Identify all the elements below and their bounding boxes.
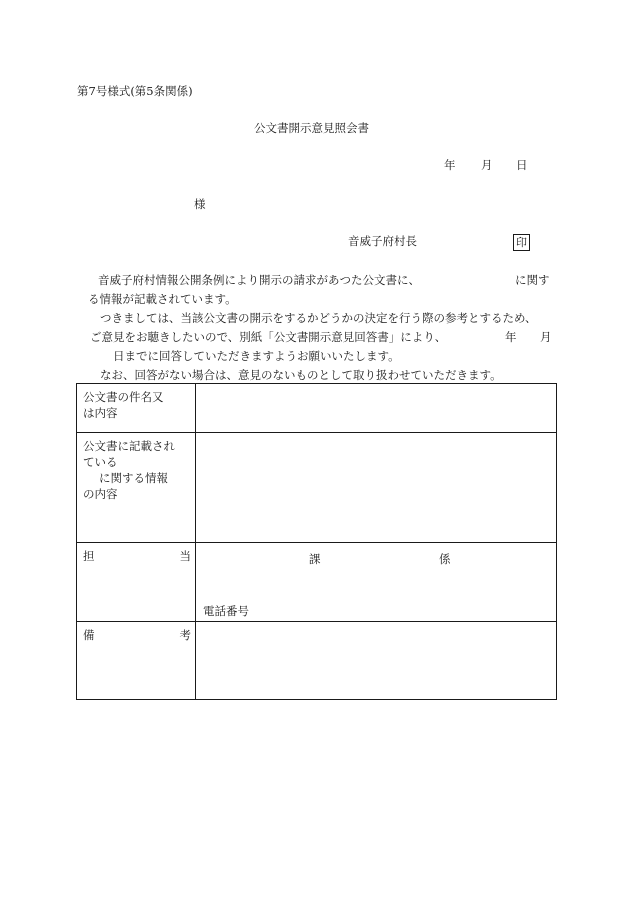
label-document-name xyxy=(77,384,196,433)
body-paragraph-2-middle: ご意見をお聴きしたいので、別紙「公文書開示意見回答書」により、 xyxy=(90,330,447,344)
phone-number-label: 電話番号 xyxy=(203,604,249,618)
body-paragraph-2-month: 月 xyxy=(540,330,552,344)
form-number: 第7号様式(第5条関係) xyxy=(77,84,193,98)
label-related-info-line-2: ている xyxy=(83,455,118,469)
table-row-person-in-charge xyxy=(77,543,557,622)
body-paragraph-3: なお、回答がない場合は、意見のないものとして取り扱わせていただきます。 xyxy=(100,368,502,382)
field-remarks[interactable] xyxy=(196,622,557,700)
body-paragraph-1-suffix: に関す xyxy=(515,273,550,287)
label-related-info-line-3: に関する情報 xyxy=(99,471,168,485)
label-remarks-left: 備 xyxy=(83,628,95,642)
date-day-label: 日 xyxy=(516,158,528,172)
body-paragraph-1-start: 音威子府村情報公開条例により開示の請求があつた公文書に、 xyxy=(98,273,420,287)
label-remarks-right: 考 xyxy=(179,628,191,642)
field-document-name[interactable] xyxy=(196,384,557,433)
body-paragraph-2-end: 日までに回答していただきますようお願いいたします。 xyxy=(113,349,400,363)
field-related-info[interactable] xyxy=(196,433,557,543)
table-row-remarks xyxy=(77,622,557,700)
seal-mark: 印 xyxy=(513,234,530,251)
section-label: 係 xyxy=(439,552,451,566)
division-label: 課 xyxy=(309,552,321,566)
date-year-label: 年 xyxy=(444,158,456,172)
label-related-info xyxy=(77,433,196,543)
document-title: 公文書開示意見照会書 xyxy=(254,121,369,135)
body-paragraph-2-year: 年 xyxy=(505,330,517,344)
body-paragraph-1-end: る情報が記載されています。 xyxy=(88,292,237,306)
table-row-document-name xyxy=(77,384,557,433)
table-row-related-info xyxy=(77,433,557,543)
label-related-info-line-4: の内容 xyxy=(83,487,118,501)
body-paragraph-2-start: つきましては、当該公文書の開示をするかどうかの決定を行う際の参考とするため、 xyxy=(100,311,537,325)
field-person-in-charge[interactable] xyxy=(196,543,557,622)
label-person-in-charge-right: 当 xyxy=(179,549,191,563)
label-remarks xyxy=(77,622,196,700)
label-related-info-line-1: 公文書に記載され xyxy=(83,439,175,453)
form-table xyxy=(76,383,557,700)
label-document-name-line-1: 公文書の件名又 xyxy=(83,390,164,404)
sender-name: 音威子府村長 xyxy=(348,234,417,248)
label-person-in-charge xyxy=(77,543,196,622)
recipient-honorific: 様 xyxy=(194,197,206,211)
label-person-in-charge-left: 担 xyxy=(83,549,95,563)
label-document-name-line-2: は内容 xyxy=(83,406,118,420)
date-month-label: 月 xyxy=(481,158,493,172)
